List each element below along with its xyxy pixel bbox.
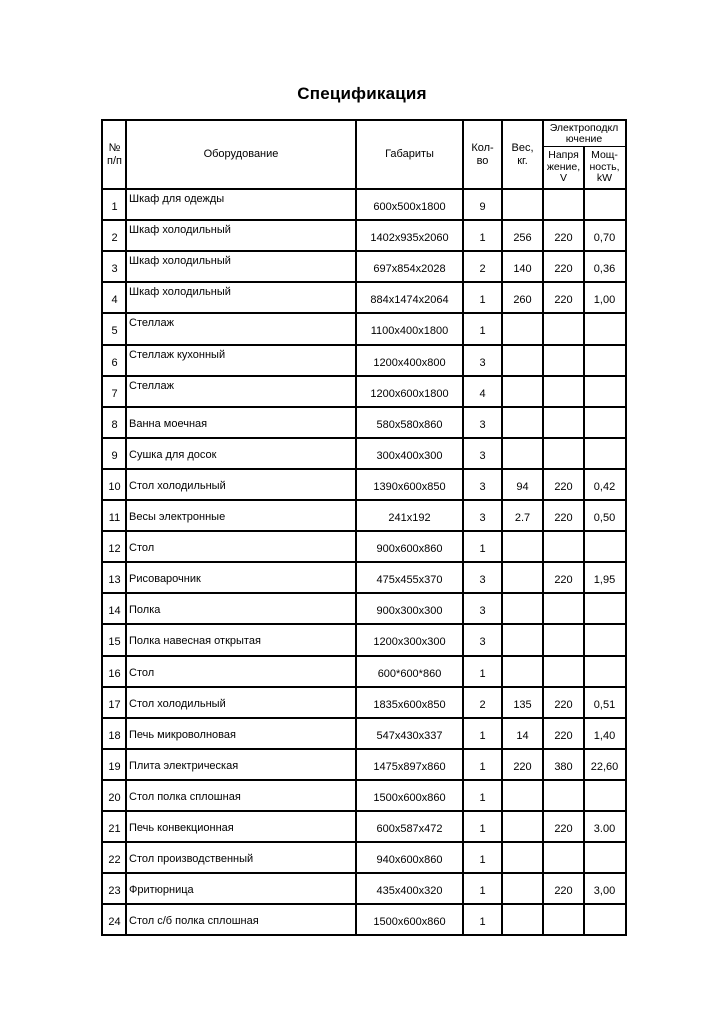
weight-value: 256 <box>513 232 532 245</box>
equipment-name: Шкаф холодильный <box>129 255 231 268</box>
dimensions-value: 1402х935х2060 <box>370 232 449 245</box>
equipment-name: Стеллаж <box>129 379 174 392</box>
table-row <box>103 624 625 655</box>
equipment-name: Стеллаж кухонный <box>129 348 226 361</box>
quantity-value: 3 <box>479 418 486 431</box>
quantity-value: 1 <box>479 760 486 773</box>
dimensions-value: 600*600*860 <box>377 667 442 680</box>
dimensions-value: 884х1474х2064 <box>370 294 449 307</box>
table-row <box>103 189 625 220</box>
table-row <box>103 345 625 376</box>
quantity-value: 3 <box>479 356 486 369</box>
header-equipment <box>126 121 356 189</box>
dimensions-value: 600х500х1800 <box>373 201 446 213</box>
weight-value: 94 <box>516 480 529 493</box>
table-row <box>103 593 625 624</box>
row-number: 23 <box>108 885 121 898</box>
power-value: 0,36 <box>593 263 616 276</box>
dimensions-value: 697х854х2028 <box>373 263 446 276</box>
equipment-name: Фритюрница <box>129 884 194 897</box>
weight-value: 135 <box>513 698 532 711</box>
voltage-value: 220 <box>554 480 573 493</box>
power-value: 3,00 <box>593 885 616 898</box>
quantity-value: 1 <box>479 543 486 556</box>
power-value: 22,60 <box>590 760 619 773</box>
dimensions-value: 900х600х860 <box>376 543 443 556</box>
power-value: 1,00 <box>593 294 616 307</box>
dimensions-value: 241х192 <box>388 512 431 524</box>
row-number: 7 <box>111 387 118 400</box>
quantity-value: 1 <box>479 232 486 245</box>
row-number: 20 <box>108 791 121 804</box>
quantity-value: 4 <box>479 387 486 400</box>
dimensions-value: 1390х600х850 <box>373 480 446 493</box>
row-number: 4 <box>111 294 118 307</box>
table-row <box>103 780 625 811</box>
equipment-name: Ванна моечная <box>129 417 208 430</box>
header-text: кг. <box>517 155 528 167</box>
quantity-value: 1 <box>479 294 486 307</box>
weight-value: 220 <box>513 760 532 773</box>
table-row <box>103 220 625 251</box>
voltage-value: 220 <box>554 574 573 587</box>
row-number: 12 <box>108 543 121 556</box>
weight-value: 2.7 <box>514 512 531 524</box>
header-text: во <box>476 155 489 167</box>
header-text: V <box>559 172 567 185</box>
quantity-value: 2 <box>479 698 486 711</box>
quantity-value: 1 <box>479 791 486 804</box>
row-number: 9 <box>111 449 118 462</box>
table-row <box>103 811 625 842</box>
dimensions-value: 1475х897х860 <box>373 760 446 773</box>
quantity-value: 3 <box>479 605 486 618</box>
header-dimensions <box>356 121 463 189</box>
quantity-value: 1 <box>479 885 486 898</box>
row-number: 19 <box>108 760 121 773</box>
row-number: 1 <box>111 201 118 213</box>
row-number: 16 <box>108 667 121 680</box>
header-text: № <box>108 141 121 154</box>
voltage-value: 220 <box>554 729 573 742</box>
equipment-name: Стол полка сплошная <box>129 790 241 803</box>
header-voltage <box>543 146 584 189</box>
table-row <box>103 562 625 593</box>
quantity-value: 1 <box>479 823 486 835</box>
quantity-value: 1 <box>479 667 486 680</box>
quantity-value: 1 <box>479 729 486 742</box>
quantity-value: 3 <box>479 636 486 649</box>
page-title: Спецификация <box>297 84 427 103</box>
power-value: 0,70 <box>593 232 616 245</box>
equipment-name: Стол с/б полка сплошная <box>129 915 259 928</box>
power-value: 3.00 <box>593 823 616 835</box>
power-value: 0,42 <box>593 480 616 493</box>
power-value: 0,50 <box>593 512 616 524</box>
equipment-name: Полка навесная открытая <box>129 635 261 648</box>
dimensions-value: 1500х600х860 <box>373 916 446 929</box>
header-power <box>584 146 625 189</box>
voltage-value: 380 <box>554 760 573 773</box>
table-row <box>103 904 625 935</box>
equipment-name: Стол холодильный <box>129 697 226 710</box>
header-text: ность, <box>589 160 620 173</box>
dimensions-value: 475х455х370 <box>376 574 443 587</box>
dimensions-value: 1200х400х800 <box>373 356 446 369</box>
row-number: 22 <box>108 854 121 867</box>
row-number: 17 <box>108 698 121 711</box>
quantity-value: 3 <box>479 574 486 587</box>
quantity-value: 2 <box>479 263 486 276</box>
dimensions-value: 1100х400х1800 <box>370 325 449 338</box>
power-value: 1,95 <box>593 574 616 587</box>
row-number: 21 <box>108 823 121 835</box>
table-row <box>103 282 625 313</box>
table-row <box>103 313 625 344</box>
equipment-name: Стеллаж <box>129 317 174 330</box>
header-text: Напря <box>548 149 579 162</box>
table-row <box>103 718 625 749</box>
row-number: 2 <box>111 232 118 245</box>
dimensions-value: 1835х600х850 <box>373 698 446 711</box>
dimensions-value: 1500х600х860 <box>373 791 446 804</box>
voltage-value: 220 <box>554 885 573 898</box>
voltage-value: 220 <box>554 232 573 245</box>
weight-value: 260 <box>513 294 532 307</box>
quantity-value: 1 <box>479 325 486 338</box>
table-row <box>103 469 625 500</box>
power-value: 1,40 <box>593 729 616 742</box>
equipment-name: Печь микроволновая <box>129 728 236 741</box>
table-row <box>103 873 625 904</box>
header-text: Габариты <box>385 148 434 161</box>
table-row <box>103 376 625 407</box>
equipment-name: Сушка для досок <box>129 448 217 461</box>
weight-value: 14 <box>516 729 529 742</box>
header-text: Электроподкл <box>549 122 619 134</box>
equipment-name: Стол <box>129 542 155 555</box>
voltage-value: 220 <box>554 823 573 835</box>
row-number: 10 <box>108 480 121 493</box>
table-row <box>103 842 625 873</box>
quantity-value: 3 <box>479 512 486 524</box>
row-number: 6 <box>111 356 118 369</box>
equipment-name: Полка <box>129 604 161 617</box>
header-text: Мощ- <box>591 149 618 162</box>
table-row <box>103 438 625 469</box>
dimensions-value: 940х600х860 <box>376 854 443 867</box>
header-text: Кол- <box>471 141 494 154</box>
equipment-name: Стол производственный <box>129 853 254 866</box>
equipment-name: Стол <box>129 666 155 679</box>
row-number: 18 <box>108 729 121 742</box>
quantity-value: 9 <box>479 201 486 213</box>
header-text: Оборудование <box>203 148 279 161</box>
equipment-name: Рисоварочник <box>129 573 201 586</box>
voltage-value: 220 <box>554 512 573 524</box>
dimensions-value: 435х400х320 <box>376 885 443 898</box>
weight-value: 140 <box>513 263 532 276</box>
table-row <box>103 749 625 780</box>
voltage-value: 220 <box>554 698 573 711</box>
table-row <box>103 656 625 687</box>
header-electric <box>543 121 625 146</box>
equipment-name: Шкаф холодильный <box>129 286 231 299</box>
quantity-value: 1 <box>479 916 486 929</box>
power-value: 0,51 <box>593 698 616 711</box>
header-quantity <box>463 121 502 189</box>
header-text: kW <box>596 172 613 185</box>
dimensions-value: 900х300х300 <box>376 605 443 618</box>
dimensions-value: 547х430х337 <box>376 729 443 742</box>
row-number: 3 <box>111 263 118 276</box>
quantity-value: 3 <box>479 449 486 462</box>
equipment-name: Печь конвекционная <box>129 822 234 834</box>
dimensions-value: 600х587х472 <box>376 823 443 835</box>
header-text: ючение <box>565 132 603 145</box>
table-row <box>103 407 625 438</box>
equipment-name: Стол холодильный <box>129 479 226 492</box>
table-row <box>103 251 625 282</box>
row-number: 14 <box>108 605 121 618</box>
row-number: 11 <box>108 512 121 524</box>
table-row <box>103 500 625 531</box>
header-text: жение, <box>546 160 581 173</box>
equipment-name: Весы электронные <box>129 511 226 523</box>
voltage-value: 220 <box>554 263 573 276</box>
row-number: 15 <box>108 636 121 649</box>
equipment-name: Шкаф для одежды <box>129 193 225 205</box>
row-number: 8 <box>111 418 118 431</box>
specification-table <box>101 119 627 936</box>
equipment-name: Плита электрическая <box>129 759 239 772</box>
table-row <box>103 687 625 718</box>
quantity-value: 1 <box>479 854 486 867</box>
equipment-name: Шкаф холодильный <box>129 224 231 237</box>
dimensions-value: 1200х600х1800 <box>370 387 449 400</box>
header-text: Вес, <box>511 141 534 154</box>
voltage-value: 220 <box>554 294 573 307</box>
row-number: 24 <box>108 916 121 929</box>
row-number: 5 <box>111 325 118 338</box>
quantity-value: 3 <box>479 480 486 493</box>
table-row <box>103 531 625 562</box>
header-weight <box>502 121 543 189</box>
dimensions-value: 1200х300х300 <box>373 636 446 649</box>
header-text: п/п <box>107 155 122 167</box>
dimensions-value: 300х400х300 <box>376 449 443 462</box>
row-number: 13 <box>108 574 121 587</box>
header-number <box>103 121 126 189</box>
dimensions-value: 580х580х860 <box>376 418 443 431</box>
